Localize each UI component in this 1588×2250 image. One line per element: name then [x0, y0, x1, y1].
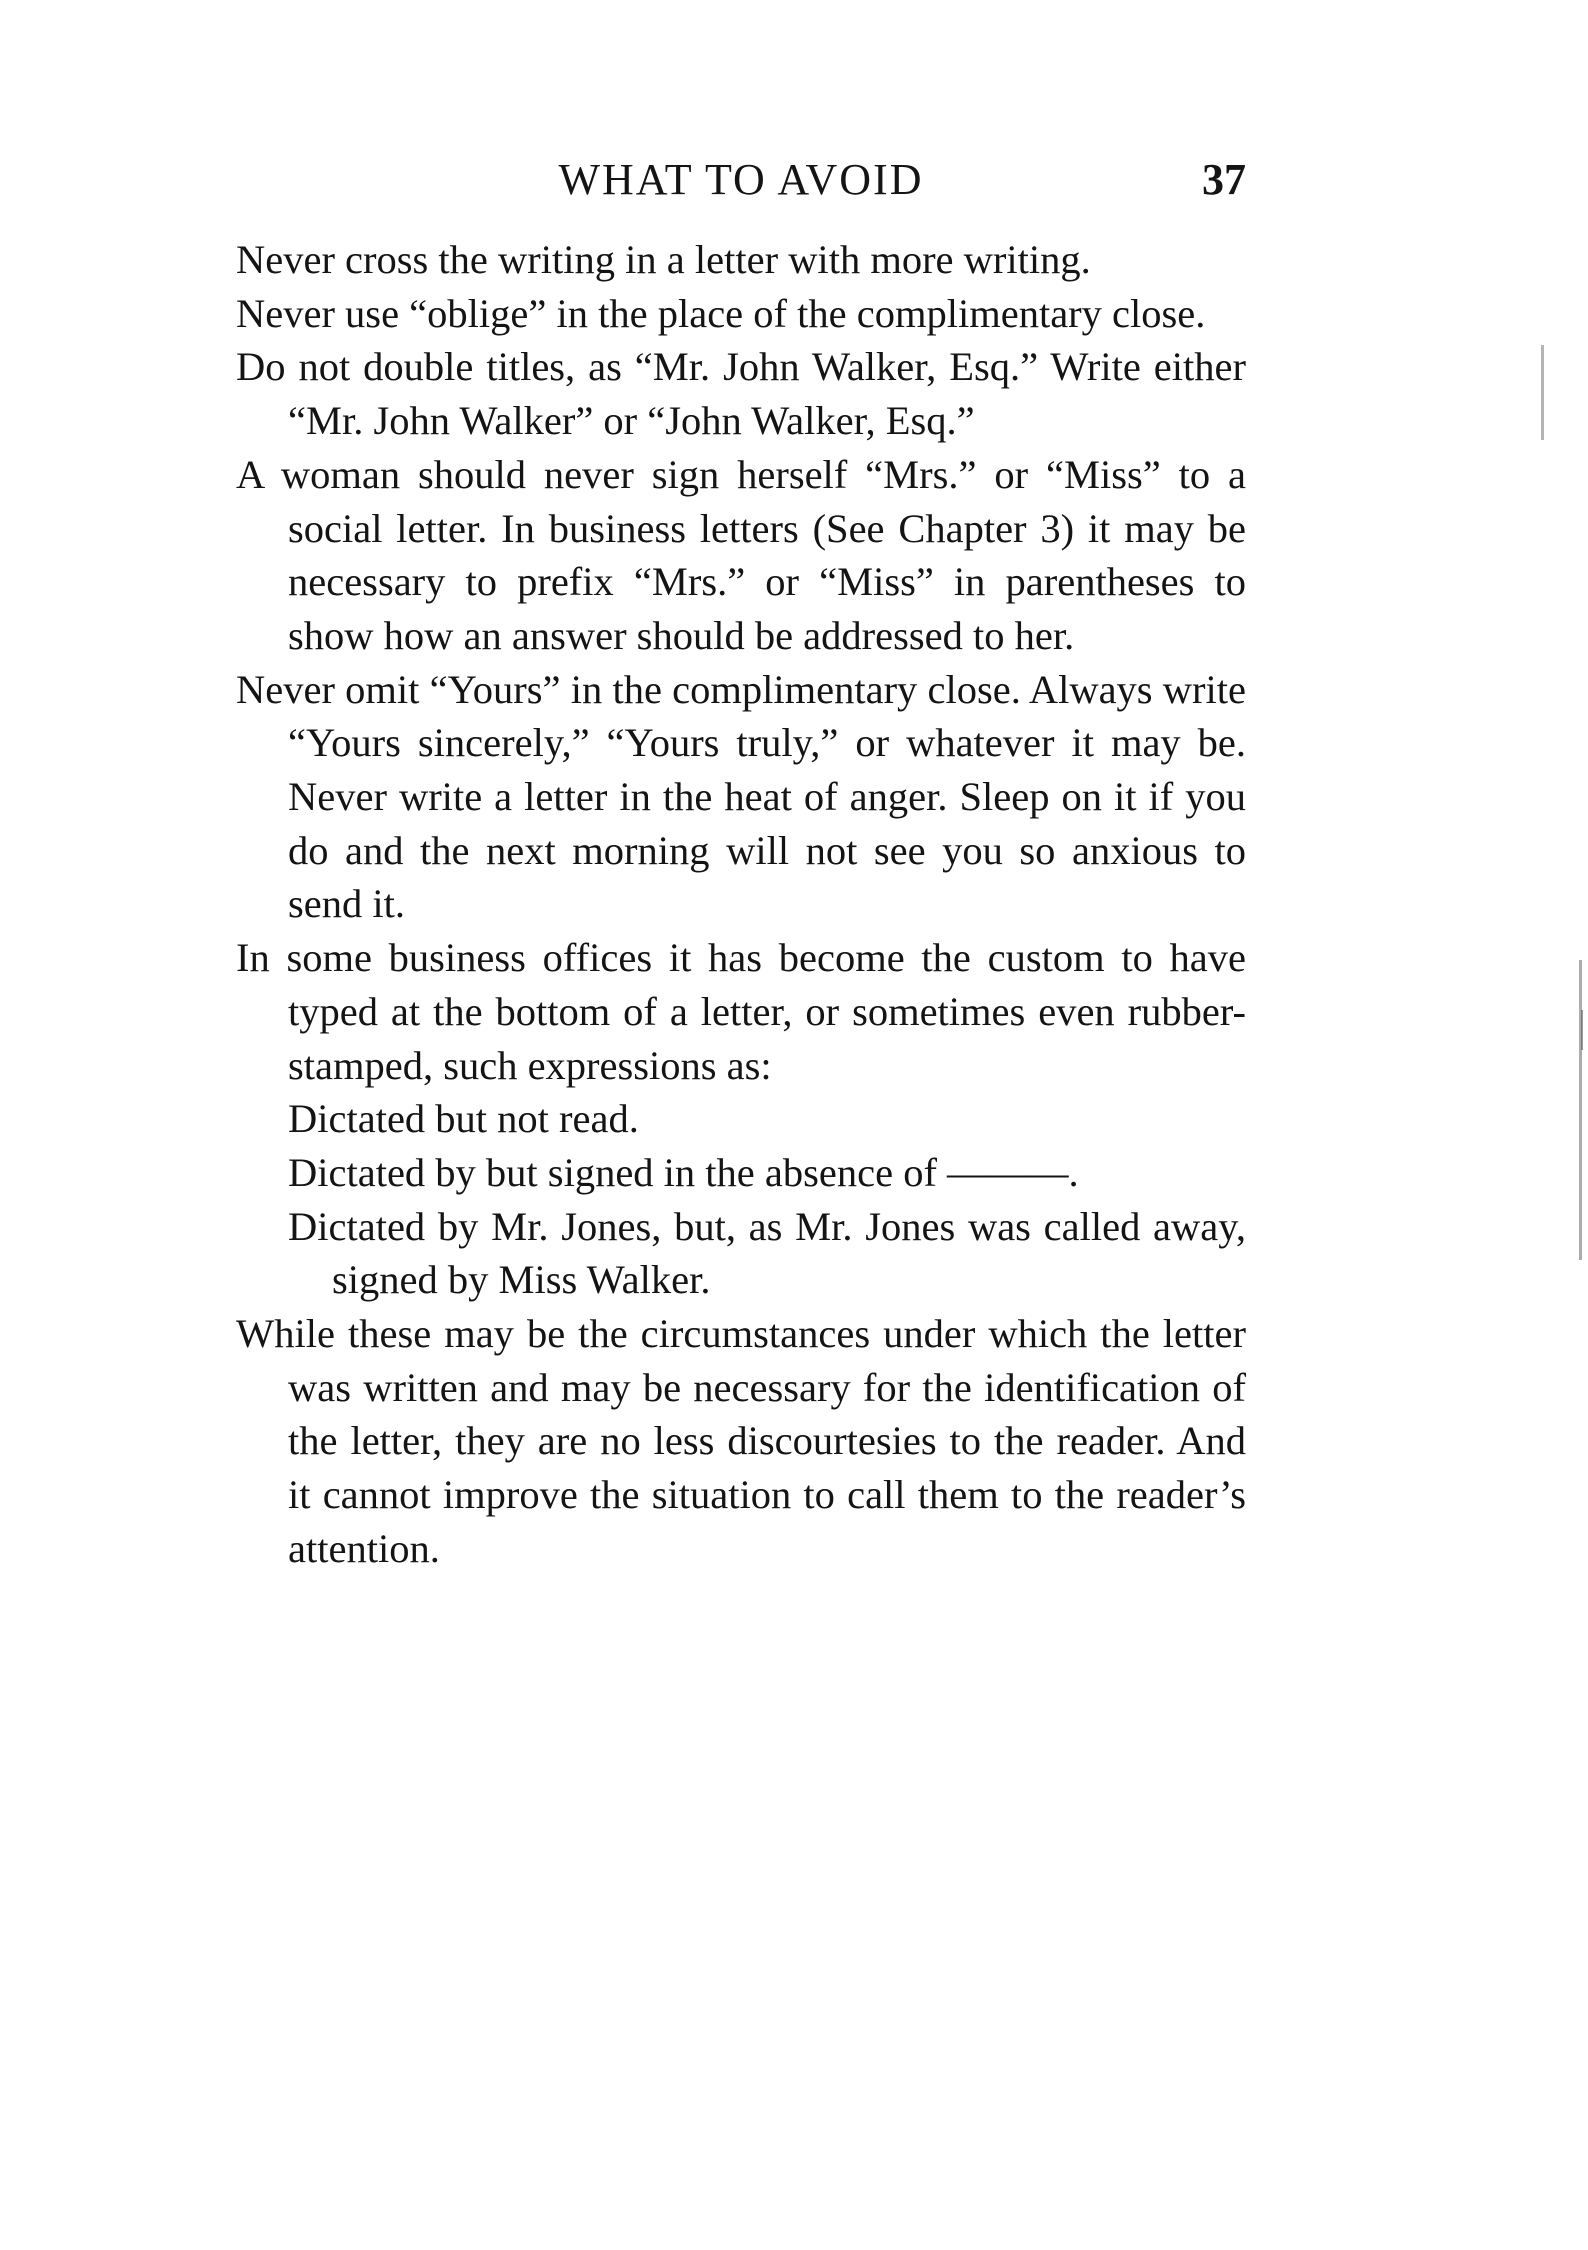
- scan-mark: [1579, 960, 1582, 1260]
- entry-yours: Never omit “Yours” in the complimentary close. Always write “Yours sincerely,” “Yours truly,” or whatever it may be. Never write a letter in the heat of anger. Sleep on it if you do and the next morning will not see you so anxious to send it.: [236, 666, 1246, 927]
- entry-mrs-miss: A woman should never sign herself “Mrs.” or “Miss” to a social letter. In business letters (See Chapter 3) it may be necessary to prefix “Mrs.” or “Miss” in parentheses to show how an answer should be addressed to her.: [236, 451, 1246, 658]
- example-dictated-mr-jones: Dictated by Mr. Jones, but, as Mr. Jones was called away, signed by Miss Walker.: [288, 1203, 1246, 1303]
- example-dictated-not-read: Dictated but not read.: [288, 1096, 639, 1142]
- entry-oblige: Never use “oblige” in the place of the complimentary close.: [236, 290, 1206, 336]
- entry-double-titles: Do not double titles, as “Mr. John Walker, Esq.” Write either “Mr. John Walker” or “John Walker, Esq.”: [236, 344, 1246, 444]
- scan-mark: [1581, 1010, 1583, 1050]
- entry-cross-writing: Never cross the writing in a letter with more writing.: [236, 237, 1091, 282]
- example-dictated-absence: Dictated by but signed in the absence of ———.: [288, 1149, 1079, 1195]
- entry-circumstances: While these may be the circumstances under which the letter was written and may be necessary for the identification of the letter, they are no less discourtesies to the reader. And it cannot improve the situation to call them to the reader’s attention.: [236, 1311, 1246, 1571]
- running-title: WHAT TO AVOID: [558, 155, 924, 204]
- body-text: [236, 233, 1246, 1576]
- entry-business-offices: In some business offices it has become the custom to have typed at the bottom of a letter, or sometimes even rubber-stamped, such expressions as:: [236, 935, 1246, 1088]
- running-head: [236, 150, 1246, 210]
- page-number: 37: [1202, 155, 1246, 204]
- scan-mark: [1541, 345, 1544, 440]
